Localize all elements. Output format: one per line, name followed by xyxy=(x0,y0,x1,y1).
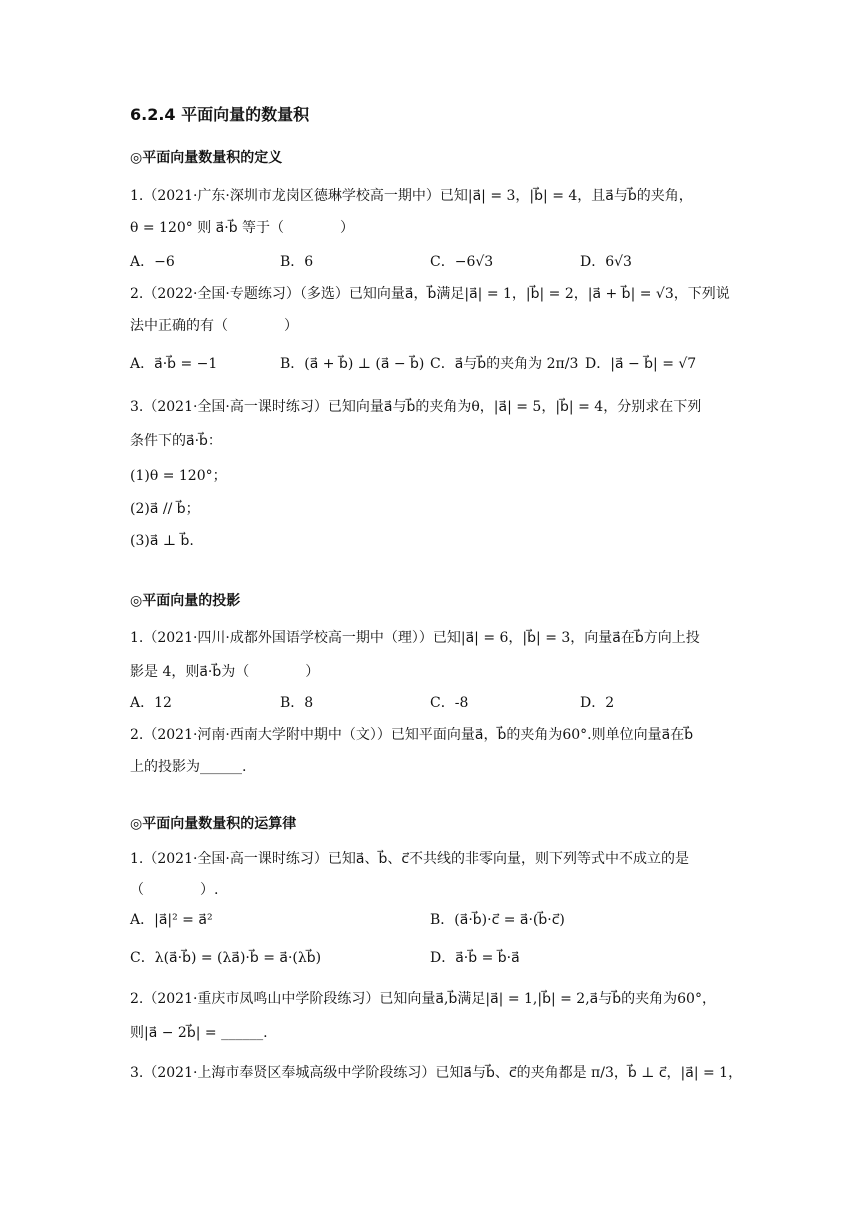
question-line: 影是 4，则a⃗·b⃗为（ ） xyxy=(130,664,320,680)
question-line: 2.（2022·全国·专题练习）（多选）已知向量a⃗，b⃗满足|a⃗| = 1，|b⃗| = 2，|a⃗ + b⃗| = √3，下列说 xyxy=(130,286,730,302)
choice-a: A．|a⃗|² = a⃗² xyxy=(130,912,213,928)
choice-b: B．6 xyxy=(280,254,314,270)
question-line: 则|a⃗ − 2b⃗| = ______. xyxy=(130,1025,268,1041)
choice-c: C．λ(a⃗·b⃗) = (λa⃗)·b⃗ = a⃗·(λb⃗) xyxy=(130,950,322,966)
choice-b: B．8 xyxy=(280,695,314,711)
question-line: θ = 120° 则 a⃗·b⃗ 等于（ ） xyxy=(130,220,355,236)
page-title: 6.2.4 平面向量的数量积 xyxy=(130,105,310,124)
question-line: 1.（2021·四川·成都外国语学校高一期中（理））已知|a⃗| = 6，|b⃗| = 3，向量a⃗在b⃗方向上投 xyxy=(130,630,700,646)
sub-question: (1)θ = 120°； xyxy=(130,468,227,484)
question-line: 1.（2021·广东·深圳市龙岗区德琳学校高一期中）已知|a⃗| = 3，|b⃗| = 4，且a⃗与b⃗的夹角， xyxy=(130,188,693,204)
choice-c: C．-8 xyxy=(430,695,469,711)
choice-b: B．(a⃗ + b⃗) ⊥ (a⃗ − b⃗) xyxy=(280,356,425,372)
choice-a: A．−6 xyxy=(130,254,175,270)
section-heading-projection: ◎平面向量的投影 xyxy=(130,593,241,609)
question-line: （ ）. xyxy=(130,882,219,898)
question-line: 2.（2021·重庆市凤鸣山中学阶段练习）已知向量a⃗,b⃗满足|a⃗| = 1,|b⃗| = 2,a⃗与b⃗的夹角为60°， xyxy=(130,991,716,1007)
question-line: 3.（2021·全国·高一课时练习）已知向量a⃗与b⃗的夹角为θ，|a⃗| = 5，|b⃗| = 4，分别求在下列 xyxy=(130,399,702,415)
choice-c: C．−6√3 xyxy=(430,254,494,270)
question-line: 2.（2021·河南·西南大学附中期中（文））已知平面向量a⃗，b⃗的夹角为60°.则单位向量a⃗在b⃗ xyxy=(130,727,694,743)
choice-d: D．6√3 xyxy=(580,254,632,270)
choice-b: B．(a⃗·b⃗)·c⃗ = a⃗·(b⃗·c⃗) xyxy=(430,912,565,928)
section-heading-laws: ◎平面向量数量积的运算律 xyxy=(130,816,297,832)
sub-question: (3)a⃗ ⊥ b⃗. xyxy=(130,533,194,549)
choice-d: D．|a⃗ − b⃗| = √7 xyxy=(585,356,697,372)
question-line: 1.（2021·全国·高一课时练习）已知a⃗、b⃗、c⃗不共线的非零向量，则下列等式中不成立的是 xyxy=(130,851,690,867)
question-line: 条件下的a⃗·b⃗： xyxy=(130,433,222,449)
choice-c: C．a⃗与b⃗的夹角为 2π/3 xyxy=(430,356,579,372)
choice-a: A．12 xyxy=(130,695,172,711)
choice-d: D．2 xyxy=(580,695,615,711)
section-heading-definition: ◎平面向量数量积的定义 xyxy=(130,150,283,166)
question-line: 法中正确的有（ ） xyxy=(130,318,298,334)
choice-d: D．a⃗·b⃗ = b⃗·a⃗ xyxy=(430,950,520,966)
choice-a: A．a⃗·b⃗ = −1 xyxy=(130,356,218,372)
sub-question: (2)a⃗ // b⃗； xyxy=(130,501,200,517)
question-line: 3.（2021·上海市奉贤区奉城高级中学阶段练习）已知a⃗与b⃗、c⃗的夹角都是 π/3，b⃗ ⊥ c⃗，|a⃗| = 1， xyxy=(130,1065,743,1081)
question-line: 上的投影为______. xyxy=(130,759,247,775)
